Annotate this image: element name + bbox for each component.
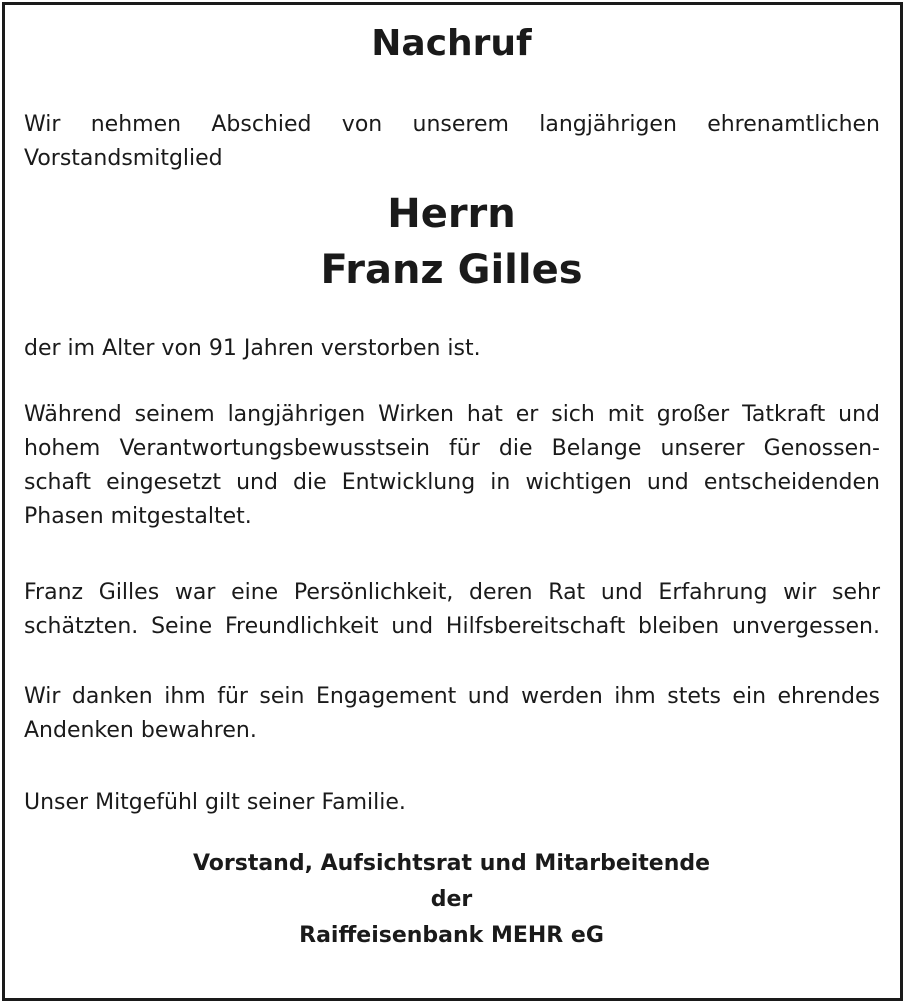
signoff-line: der (430, 887, 473, 912)
intro-line: Vorstandsmitglied (24, 146, 223, 171)
notice-title: Nachruf (371, 23, 532, 64)
intro-line: Wir nehmen Abschied von unserem langjährigen ehrenamtlichen (24, 112, 880, 137)
thanks-paragraph (24, 680, 880, 748)
paragraph-line: schaft eingesetzt und die Entwicklung in wichtigen und entscheidenden (24, 470, 880, 495)
paragraph-line: schätzten. Seine Freundlichkeit und Hilfsbereitschaft bleiben unvergessen. (24, 614, 880, 639)
age-paragraph (24, 332, 880, 366)
personality-paragraph (24, 576, 880, 644)
signoff-block (0, 846, 903, 954)
signoff-line: Vorstand, Aufsichtsrat und Mitarbeitende (192, 851, 711, 876)
salutation: Herrn (387, 191, 516, 237)
paragraph-line: Wir danken ihm für sein Engagement und werden ihm stets ein ehrendes (24, 684, 880, 709)
deceased-name: Franz Gilles (320, 247, 583, 293)
paragraph-line: der im Alter von 91 Jahren verstorben ist. (24, 336, 481, 361)
work-paragraph (24, 398, 880, 534)
paragraph-line: Franz Gilles war eine Persönlichkeit, deren Rat und Erfahrung wir sehr (24, 580, 880, 605)
paragraph-line: Während seinem langjährigen Wirken hat er sich mit großer Tatkraft und (24, 402, 880, 427)
intro-text (24, 108, 880, 176)
deceased-name-block (0, 186, 903, 298)
signoff-organization: Raiffeisenbank MEHR eG (299, 923, 604, 948)
paragraph-line: Andenken bewahren. (24, 718, 257, 743)
sympathy-paragraph (24, 786, 880, 820)
paragraph-line: hohem Verantwortungsbewusstsein für die Belange unserer Genossen- (24, 436, 880, 461)
paragraph-line: Unser Mitgefühl gilt seiner Familie. (24, 790, 406, 815)
paragraph-line: Phasen mitgestaltet. (24, 504, 252, 529)
